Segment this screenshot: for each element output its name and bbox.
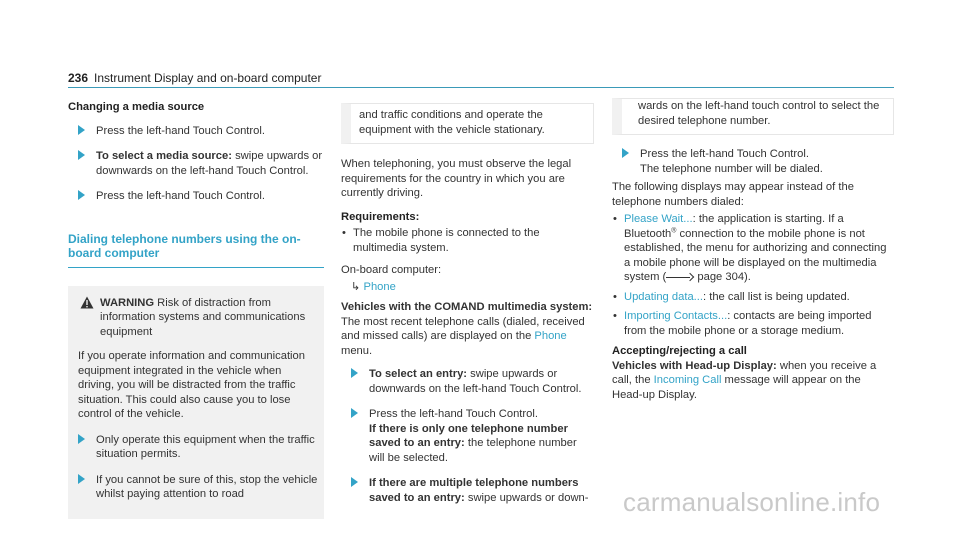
column-1 bbox=[68, 100, 324, 519]
warning-title: WARNING Risk of distraction from information systems and communications equipment bbox=[78, 296, 324, 340]
column-2 bbox=[341, 100, 594, 516]
page-header-title: Instrument Display and on-board computer bbox=[94, 71, 322, 85]
step-arrow-icon bbox=[78, 125, 85, 135]
step-arrow-icon bbox=[78, 150, 85, 160]
step: To select an entry: swipe upwards or downwards on the left-hand Touch Control. bbox=[351, 367, 594, 396]
warning-step: If you cannot be sure of this, stop the vehicle whilst paying attention to road bbox=[78, 473, 324, 502]
updating-data-label: Updating data... bbox=[624, 290, 703, 303]
path-label: On-board computer: bbox=[341, 264, 442, 276]
step: To select a media source: swipe upwards or downwards on the left-hand Touch Control. bbox=[78, 149, 324, 178]
warning-continuation: and traffic conditions and operate the equipment with the vehicle stationary. bbox=[341, 103, 594, 144]
warning-paragraph: If you operate information and communication equipment integrated in the vehicle when driving, you will be distracted from the traffic situation. This could also cause you to lose control of the vehicle. bbox=[78, 350, 305, 420]
step-arrow-icon bbox=[78, 434, 85, 444]
phone-menu-link[interactable]: Phone bbox=[534, 330, 567, 342]
accept-reject-heading: Accepting/rejecting a call bbox=[612, 345, 747, 357]
comand-paragraph: Vehicles with the COMAND multimedia system: The most recent telephone calls (dialed, received and missed calls) are displayed on the Phone menu. bbox=[341, 301, 593, 357]
header-rule bbox=[68, 87, 894, 88]
menu-path bbox=[341, 280, 594, 295]
requirements-heading: Requirements: bbox=[341, 210, 420, 223]
requirement-item: • The mobile phone is connected to the multimedia system. bbox=[342, 227, 540, 254]
step: Press the left-hand Touch Control. bbox=[78, 189, 324, 204]
hud-paragraph: Vehicles with Head-up Display: when you receive a call, the Incoming Call message will appear on the Head-up Display. bbox=[612, 359, 877, 401]
changing-media-heading: Changing a media source bbox=[68, 101, 205, 113]
phone-menu-link[interactable]: Phone bbox=[363, 280, 396, 293]
step: Press the left-hand Touch Control. The telephone number will be dialed. bbox=[622, 147, 894, 176]
step: Press the left-hand Touch Control. bbox=[78, 124, 324, 139]
importing-contacts-label: Importing Contacts... bbox=[624, 310, 728, 322]
display-item: • Please Wait...: the application is starting. If a Bluetooth® connection to the mobile phone is not established, the menu for authorizing and connecting a mobile phone will be displayed on the multimedia system ( page 304). bbox=[613, 213, 887, 283]
page-reference-arrow-icon bbox=[666, 273, 694, 282]
step: If there are multiple telephone numbers saved to an entry: swipe upwards or down- bbox=[351, 476, 594, 505]
watermark: carmanualsonline.info bbox=[623, 487, 881, 517]
page-header bbox=[68, 71, 321, 86]
column-3 bbox=[612, 100, 894, 411]
step-arrow-icon bbox=[78, 190, 85, 200]
section-rule bbox=[68, 267, 324, 268]
step: Press the left-hand Touch Control. If there is only one telephone number saved to an entry: the telephone number will be selected. bbox=[351, 407, 594, 465]
incoming-call-label: Incoming Call bbox=[653, 374, 722, 386]
display-item: • Importing Contacts...: contacts are being imported from the mobile phone or a storage medium. bbox=[613, 310, 872, 337]
step-arrow-icon bbox=[622, 148, 629, 158]
warning-step: Only operate this equipment when the traffic situation permits. bbox=[78, 433, 324, 462]
step-arrow-icon bbox=[351, 408, 358, 418]
display-item: • Updating data...: the call list is being updated. bbox=[613, 290, 850, 303]
step-arrow-icon bbox=[351, 368, 358, 378]
warning-box bbox=[68, 286, 324, 519]
page-number: 236 bbox=[68, 71, 89, 85]
section-title: Dialing telephone numbers using the on-board computer bbox=[68, 231, 301, 260]
warning-label: WARNING bbox=[100, 296, 155, 309]
step-continuation: wards on the left-hand touch control to select the desired telephone number. bbox=[612, 98, 894, 135]
please-wait-label: Please Wait... bbox=[624, 213, 693, 225]
warning-triangle-icon bbox=[80, 296, 94, 309]
step-arrow-icon bbox=[351, 477, 358, 487]
displays-paragraph: The following displays may appear instead of the telephone numbers dialed: bbox=[612, 181, 854, 208]
path-arrow-icon: ↳ bbox=[351, 280, 364, 293]
step-arrow-icon bbox=[78, 474, 85, 484]
legal-paragraph: When telephoning, you must observe the legal requirements for the country in which you are currently driving. bbox=[341, 158, 572, 199]
